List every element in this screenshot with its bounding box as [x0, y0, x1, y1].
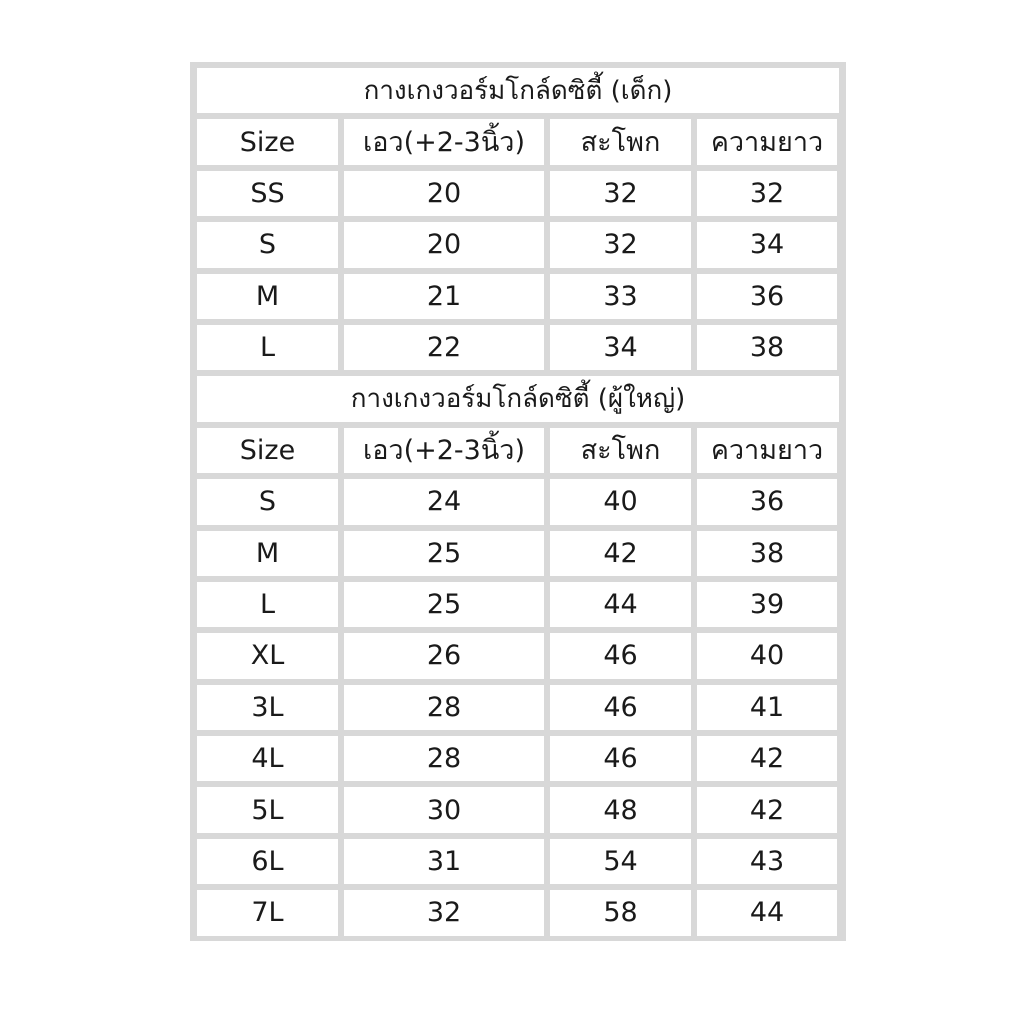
table-row [197, 171, 839, 216]
adults-title-row [197, 376, 839, 421]
hip-cell: 46 [550, 736, 691, 781]
table-row [197, 479, 839, 524]
waist-cell: 25 [344, 582, 544, 627]
header-hip: สะโพก [550, 428, 691, 473]
size-cell: SS [197, 171, 338, 216]
table-row [197, 582, 839, 627]
hip-cell: 46 [550, 633, 691, 678]
kids-header-row [197, 119, 839, 164]
size-chart [190, 62, 846, 941]
table-row [197, 274, 839, 319]
adults-table-title: กางเกงวอร์มโกล์ดซิตี้ (ผู้ใหญ่) [197, 376, 839, 421]
waist-cell: 32 [344, 890, 544, 935]
size-cell: S [197, 479, 338, 524]
waist-cell: 21 [344, 274, 544, 319]
header-size: Size [197, 428, 338, 473]
length-cell: 40 [697, 633, 837, 678]
size-cell: 5L [197, 787, 338, 832]
table-row [197, 531, 839, 576]
length-cell: 32 [697, 171, 837, 216]
size-cell: 4L [197, 736, 338, 781]
table-row [197, 839, 839, 884]
header-hip: สะโพก [550, 119, 691, 164]
header-size: Size [197, 119, 338, 164]
size-cell: XL [197, 633, 338, 678]
length-cell: 36 [697, 479, 837, 524]
waist-cell: 26 [344, 633, 544, 678]
table-row [197, 736, 839, 781]
hip-cell: 48 [550, 787, 691, 832]
header-waist: เอว(+2-3นิ้ว) [344, 428, 544, 473]
size-cell: L [197, 582, 338, 627]
table-row [197, 685, 839, 730]
hip-cell: 32 [550, 222, 691, 267]
hip-cell: 44 [550, 582, 691, 627]
waist-cell: 31 [344, 839, 544, 884]
size-cell: M [197, 531, 338, 576]
hip-cell: 34 [550, 325, 691, 370]
waist-cell: 25 [344, 531, 544, 576]
waist-cell: 20 [344, 222, 544, 267]
hip-cell: 40 [550, 479, 691, 524]
length-cell: 34 [697, 222, 837, 267]
size-cell: M [197, 274, 338, 319]
waist-cell: 30 [344, 787, 544, 832]
size-cell: 3L [197, 685, 338, 730]
header-length: ความยาว [697, 428, 837, 473]
length-cell: 36 [697, 274, 837, 319]
kids-table-title: กางเกงวอร์มโกล์ดซิตี้ (เด็ก) [197, 68, 839, 113]
length-cell: 44 [697, 890, 837, 935]
table-row [197, 222, 839, 267]
length-cell: 43 [697, 839, 837, 884]
length-cell: 38 [697, 531, 837, 576]
length-cell: 42 [697, 787, 837, 832]
size-cell: 7L [197, 890, 338, 935]
waist-cell: 22 [344, 325, 544, 370]
hip-cell: 32 [550, 171, 691, 216]
size-cell: L [197, 325, 338, 370]
table-row [197, 890, 839, 935]
length-cell: 42 [697, 736, 837, 781]
length-cell: 39 [697, 582, 837, 627]
size-cell: S [197, 222, 338, 267]
table-row [197, 787, 839, 832]
header-length: ความยาว [697, 119, 837, 164]
adults-header-row [197, 428, 839, 473]
size-cell: 6L [197, 839, 338, 884]
hip-cell: 33 [550, 274, 691, 319]
header-waist: เอว(+2-3นิ้ว) [344, 119, 544, 164]
table-row [197, 633, 839, 678]
waist-cell: 24 [344, 479, 544, 524]
waist-cell: 28 [344, 685, 544, 730]
table-row [197, 325, 839, 370]
hip-cell: 54 [550, 839, 691, 884]
hip-cell: 42 [550, 531, 691, 576]
length-cell: 41 [697, 685, 837, 730]
waist-cell: 20 [344, 171, 544, 216]
hip-cell: 46 [550, 685, 691, 730]
hip-cell: 58 [550, 890, 691, 935]
kids-title-row [197, 68, 839, 113]
waist-cell: 28 [344, 736, 544, 781]
length-cell: 38 [697, 325, 837, 370]
